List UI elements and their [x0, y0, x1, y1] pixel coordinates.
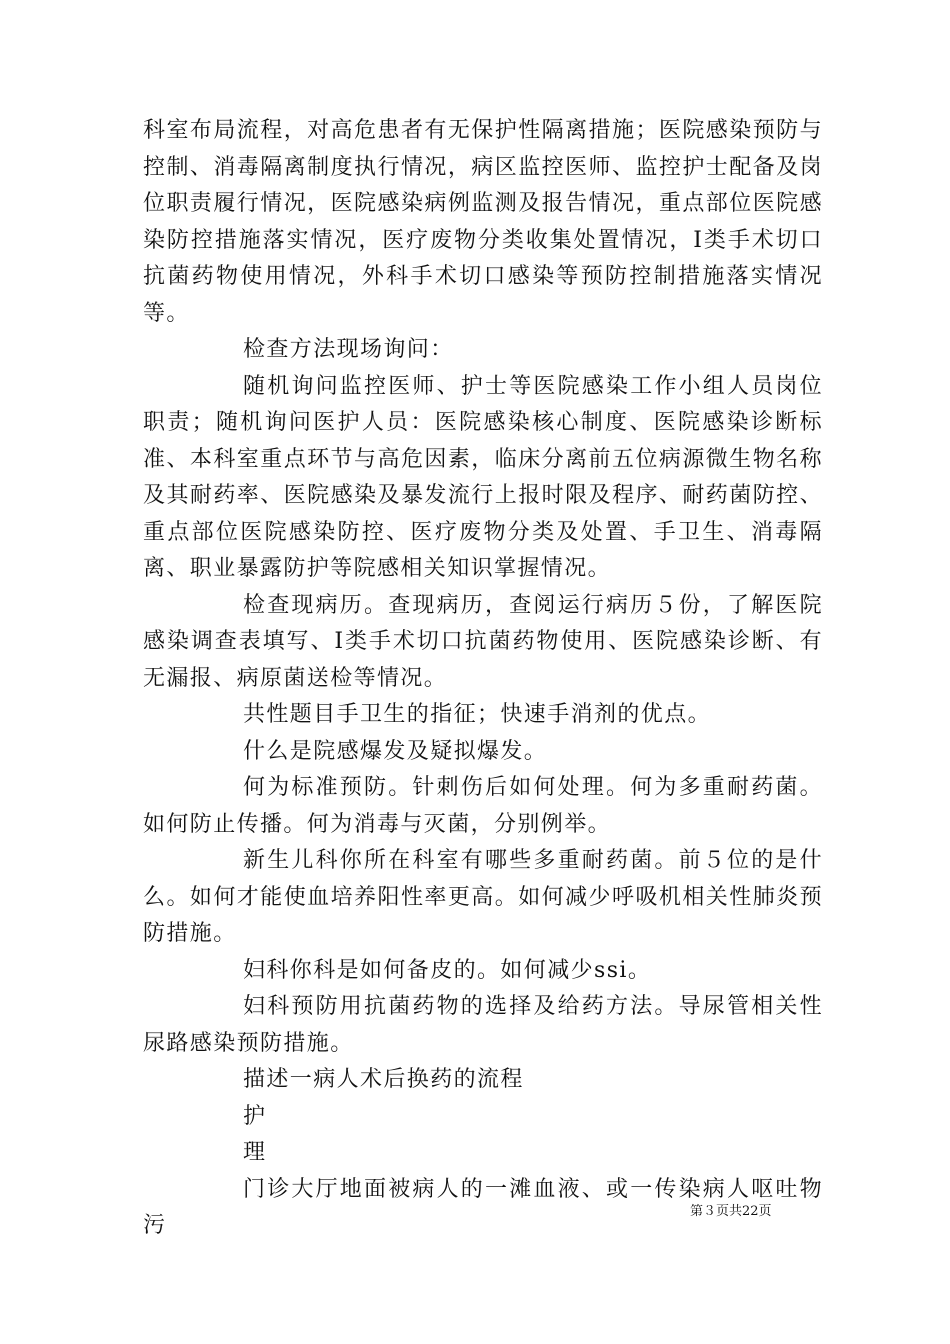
paragraph-3: 随机询问监控医师、护士等医院感染工作小组人员岗位职责；随机询问医护人员：医院感染核心制度、医院感染诊断标准、本科室重点环节与高危因素，临床分离前五位病源微生物名称及其耐药率、医院感染及暴发流行上报时限及程序、耐药菌防控、重点部位医院感染防控、医疗废物分类及处置、手卫生、消毒隔离、职业暴露防护等院感相关知识掌握情况。 [143, 373, 823, 581]
page-number-footer: 第３页共22页 [690, 1204, 772, 1219]
paragraph-1: 科室布局流程，对高危患者有无保护性隔离措施；医院感染预防与控制、消毒隔离制度执行情况，病区监控医师、监控护士配备及岗位职责履行情况，医院感染病例监测及报告情况，重点部位医院感染防控措施落实情况，医疗废物分类收集处置情况，Ⅰ类手术切口抗菌药物使用情况，外科手术切口感染等预防控制措施落实情况等。 [143, 118, 823, 326]
paragraph-7: 何为标准预防。针刺伤后如何处理。何为多重耐药菌。如何防止传播。何为消毒与灭菌，分别例举。 [143, 775, 823, 837]
paragraph-13: 理 [243, 1140, 267, 1165]
paragraph-2: 检查方法现场询问： [243, 337, 454, 362]
paragraph-14: 门诊大厅地面被病人的一滩血液、或一传染病人呕吐物污 [143, 1176, 823, 1238]
paragraph-12: 护 [243, 1103, 267, 1129]
paragraph-6: 什么是院感爆发及疑拟爆发。 [243, 738, 548, 764]
paragraph-9: 妇科你科是如何备皮的。如何减少ssi。 [243, 957, 652, 983]
paragraph-10: 妇科预防用抗菌药物的选择及给药方法。导尿管相关性尿路感染预防措施。 [143, 994, 823, 1056]
document-body [143, 113, 823, 1245]
paragraph-8: 新生儿科你所在科室有哪些多重耐药菌。前５位的是什么。如何才能使血培养阳性率更高。如何减少呼吸机相关性肺炎预防措施。 [143, 848, 823, 946]
paragraph-5: 共性题目手卫生的指征；快速手消剂的优点。 [243, 702, 712, 727]
paragraph-11: 描述一病人术后换药的流程 [243, 1067, 524, 1092]
paragraph-4: 检查现病历。查现病历，查阅运行病历５份，了解医院感染调查表填写、Ⅰ类手术切口抗菌药物使用、医院感染诊断、有无漏报、病原菌送检等情况。 [143, 592, 823, 691]
